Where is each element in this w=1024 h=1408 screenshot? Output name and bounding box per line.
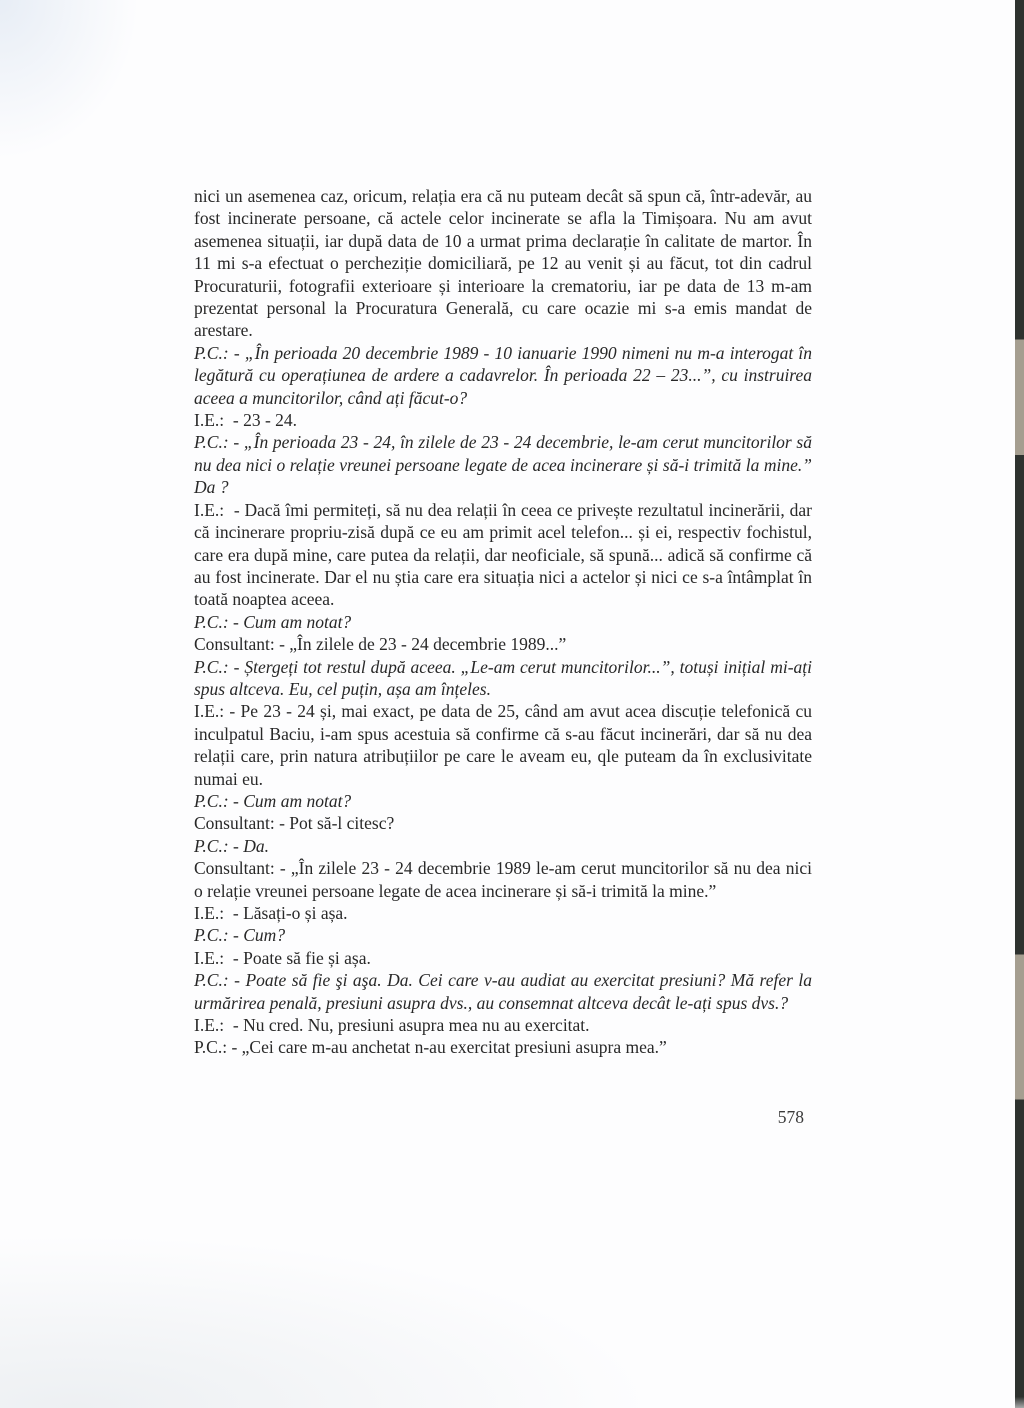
text-block xyxy=(194,185,812,1059)
dialogue-paragraph: P.C.: - „În perioada 23 - 24, în zilele de 23 - 24 decembrie, le-am cerut muncitorilor să nu dea nici o relație vreunei persoane legate de acea incinerare și să-i trimită la mine.” Da ? xyxy=(194,432,812,498)
scan-tint-bottom-left xyxy=(0,1238,640,1408)
dialogue-paragraph: P.C.: - Cum am notat? xyxy=(194,611,352,632)
dialogue-paragraph: P.C.: - Poate să fie şi aşa. Da. Cei care v-au audiat au exercitat presiuni? Mă refer la urmărirea penală, presiuni asupra dvs., au consemnat altceva decât le-ați spus dvs.? xyxy=(194,970,812,1013)
dialogue-paragraph: P.C.: - „În perioada 20 decembrie 1989 - 10 ianuarie 1990 nimeni nu m-a interogat în legătură cu operațiunea de ardere a cadavrelor. În perioada 22 – 23...”, cu instruirea aceea a muncitorilor, când ați făcut-o? xyxy=(194,342,812,408)
dialogue-paragraph: I.E.: - Nu cred. Nu, presiuni asupra mea nu au exercitat. xyxy=(194,1015,590,1036)
dialogue-paragraph: Consultant: - Pot să-l citesc? xyxy=(194,813,395,834)
dialogue-paragraph: Consultant: - „În zilele 23 - 24 decembrie 1989 le-am cerut muncitorilor să nu dea nici o relație vreunei persoane legate de acea incinerare și să-i trimită la mine.” xyxy=(194,858,812,901)
dialogue-paragraph: I.E.: - Dacă îmi permiteți, să nu dea relații în ceea ce privește rezultatul incinerării, dar că incinerare propriu-zisă după ce eu am primit acel telefon... și ei, respectiv fochistul, care era după mine, care putea da relații, dar neoficiale, să spună... adică să confirme că au fost incinerate. Dar el nu știa care era situația nici a actelor și nici ce s-a întâmplat în toată noaptea aceea. xyxy=(194,499,812,610)
dialogue-paragraph: Consultant: - „În zilele de 23 - 24 decembrie 1989...” xyxy=(194,634,567,655)
scan-edge-right xyxy=(1015,0,1024,1408)
page-number: 578 xyxy=(777,1107,804,1127)
scan-tint-top-left xyxy=(0,0,140,160)
dialogue-paragraph: I.E.: - Lăsați-o și așa. xyxy=(194,903,348,923)
dialogue-paragraph: P.C.: - Da. xyxy=(194,835,270,856)
dialogue-paragraph: nici un asemenea caz, oricum, relația era că nu puteam decât să spun că, într-adevăr, au fost incinerate persoane, că actele celor incinerate se afla la Timișoara. Nu am avut asemenea situații, iar după data de 10 a urmat prima declarație în calitate de martor. În 11 mi s-a efectuat o percheziție domiciliară, pe 12 au venit și au făcut, tot din cadrul Procuraturii, fotografii exterioare și interioare la crematoriu, iar pe data de 13 m-am prezentat personal la Procuratura Generală, cu care ocazie mi s-a emis mandat de arestare. xyxy=(194,186,812,341)
dialogue-paragraph: P.C.: - Cum? xyxy=(194,925,286,946)
dialogue-paragraph: I.E.: - Pe 23 - 24 și, mai exact, pe data de 25, când am avut acea discuție telefonică cu inculpatul Baciu, i-am spus acestuia să confirme că s-au făcut incinerări, dar să nu dea relații care, prin natura atribuțiilor pe care le aveam eu, qle puteam da în exclusivitate numai eu. xyxy=(194,701,812,789)
dialogue-paragraph: P.C.: - „Cei care m-au anchetat n-au exercitat presiuni asupra mea.” xyxy=(194,1037,667,1058)
dialogue-paragraph: P.C.: - Ștergeți tot restul după aceea. „Le-am cerut muncitorilor...”, totuși inițial mi-ați spus altceva. Eu, cel puțin, așa am înțeles. xyxy=(194,656,812,699)
dialogue-paragraph: P.C.: - Cum am notat? xyxy=(194,790,352,811)
dialogue-paragraph: I.E.: - Poate să fie și așa. xyxy=(194,947,371,968)
dialogue-paragraph: I.E.: - 23 - 24. xyxy=(194,410,298,431)
